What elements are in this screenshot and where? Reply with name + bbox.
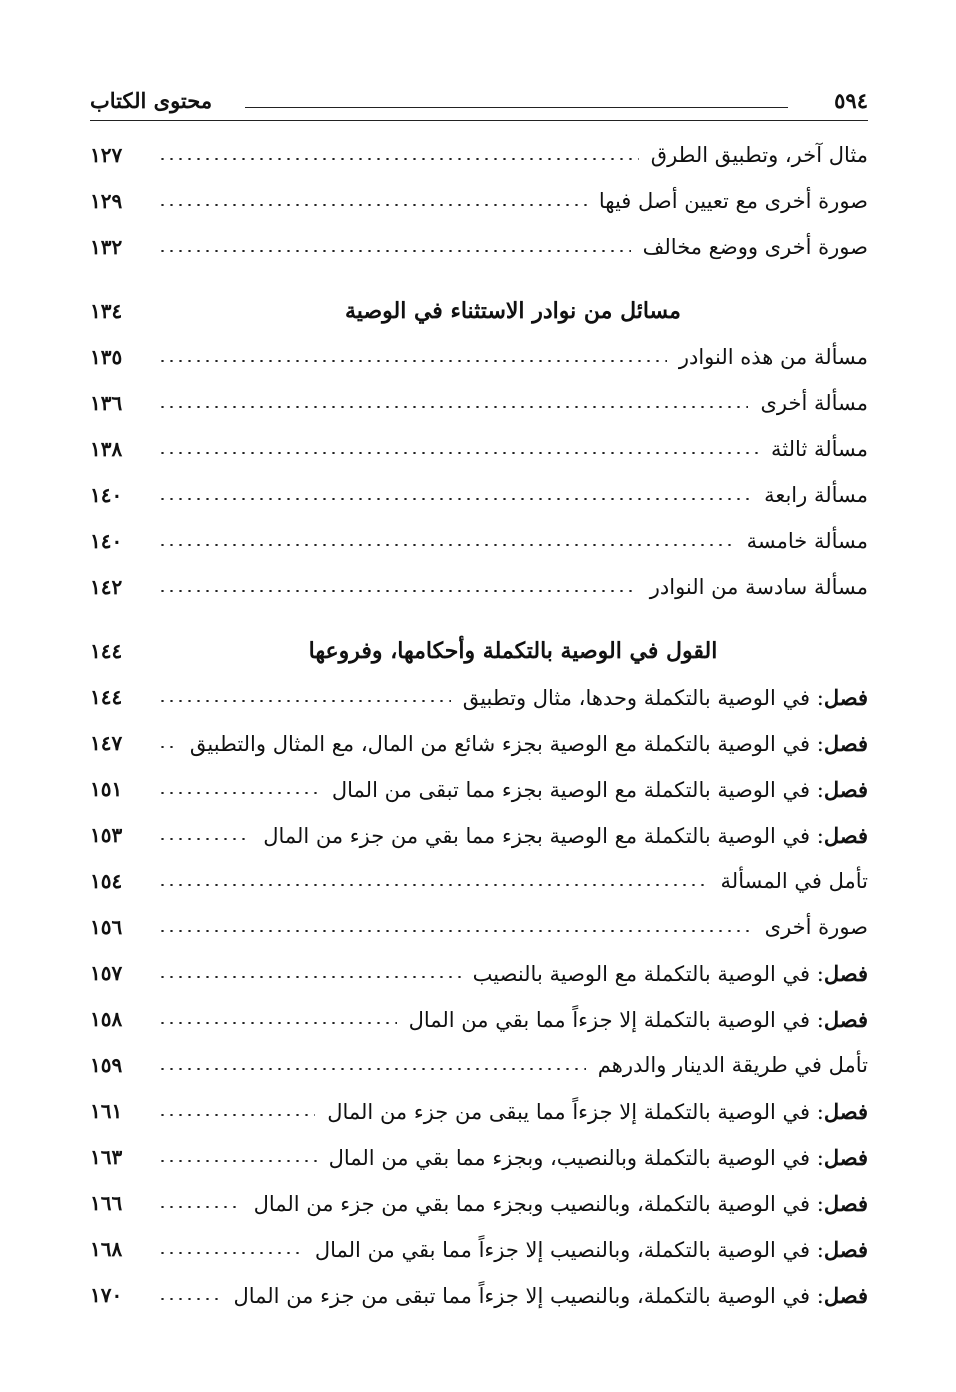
toc-entry-title: مسألة خامسة [735,529,868,553]
toc-entry-title [221,1283,868,1308]
dot-leader [158,792,320,794]
toc-page-number: ١٧٠ [90,1283,123,1307]
toc-page-number: ١٦٦ [90,1191,123,1215]
toc-entry-text: : في الوصية بالتكملة مع الوصية بجزء شائع من المال، مع المثال والتطبيق [189,731,824,756]
dot-leader [158,498,752,500]
toc-entry-lead: فصل [823,1236,868,1262]
toc-entry-title: مسألة أخرى [748,391,868,415]
toc-entry-lead: فصل [823,1190,868,1216]
toc-entry-text: : في الوصية بالتكملة مع الوصية بجزء مما بقي من جزء من المال [263,823,824,848]
toc-section-heading [90,628,868,674]
toc-entry-title: مسائل من نوادر الاستثناء في الوصية [158,298,868,324]
dot-leader [158,1022,397,1024]
toc-entry-title: مسألة من هذه النوادر [667,345,868,369]
toc-page-number: ١٤٠ [90,483,123,507]
header-title: محتوى الكتاب [90,88,213,113]
toc-page-number: ١٣٨ [90,437,123,461]
toc-entry-text: : في الوصية بالتكملة وحدها، مثال وتطبيق [462,685,824,710]
toc-page-number: ١٤٠ [90,529,123,553]
dot-leader [158,1114,315,1116]
toc-page-number: ١٦٣ [90,1145,123,1169]
toc-entry-title: صورة أخرى مع تعيين أصل فيها [587,189,868,213]
toc-entry-title [178,731,868,756]
toc-page-number: ١٥٩ [90,1053,123,1077]
toc-entry-title [320,777,868,802]
toc-page-number: ١٥٦ [90,915,123,939]
toc-entry-text: : في الوصية بالتكملة، وبالنصيب إلا جزءاً مما تبقى من جزء من المال [233,1283,824,1308]
toc-entry-lead: فصل [823,1144,868,1170]
toc-entry [90,132,868,178]
toc-entry [90,224,868,270]
header-rule [245,107,788,108]
dot-leader [158,1068,586,1070]
toc-entry-text: : في الوصية بالتكملة مع الوصية بجزء مما تبقى من المال [331,777,824,802]
toc-entry [90,674,868,720]
toc-page-number: ١٦١ [90,1099,123,1123]
toc-entry-title: تأمل في المسألة [709,869,868,893]
toc-entry-text: : في الوصية بالتكملة، وبالنصيب وبجزء مما بقي من جزء من المال [253,1191,824,1216]
toc-entry-lead: فصل [823,776,868,802]
toc-entry-lead: فصل [823,1098,868,1124]
toc-entry [90,334,868,380]
header-page-number: ٥٩٤ [834,88,868,113]
toc-entry [90,858,868,904]
toc-entry-title [303,1237,868,1262]
toc-entry-text: : في الوصية بالتكملة إلا جزءاً مما يبقى من جزء من المال [327,1099,824,1124]
toc-page-number: ١٥١ [90,777,123,801]
toc-entry-title [451,685,868,710]
toc-entry [90,472,868,518]
dot-leader [158,544,735,546]
toc-entry-lead: فصل [823,1006,868,1032]
toc-page-number: ١٣٢ [90,235,123,259]
toc-entry-title: القول في الوصية بالتكملة وأحكامها، وفروعها [158,638,868,664]
toc-page-number: ١٤٧ [90,731,123,755]
toc-page-number: ١٥٨ [90,1007,123,1031]
toc-entry [90,950,868,996]
toc-entry-text: : في الوصية بالتكملة، وبالنصيب إلا جزءاً مما بقي من المال [314,1237,824,1262]
dot-leader [158,930,753,932]
toc-entry-lead: فصل [823,684,868,710]
toc-entry [90,904,868,950]
toc-page-number: ١٢٧ [90,143,123,167]
toc-entry-lead: فصل [823,730,868,756]
toc-entry-title: مسألة ثالثة [759,437,868,461]
toc-entry-lead: فصل [823,960,868,986]
toc-page-number: ١٥٤ [90,869,123,893]
toc-page-number: ١٣٥ [90,345,123,369]
dot-leader [158,406,748,408]
toc-entry [90,996,868,1042]
toc-page-number: ١٢٩ [90,189,123,213]
toc-entry-title: صورة أخرى ووضع مخالف [631,235,868,259]
dot-leader [158,590,638,592]
toc-entry [90,518,868,564]
toc-page-number: ١٤٢ [90,575,123,599]
table-of-contents [90,132,868,1318]
toc-entry [90,720,868,766]
dot-leader [158,1160,317,1162]
toc-entry-title: مثال آخر، وتطبيق الطرق [639,143,868,167]
toc-entry-title [397,1007,868,1032]
dot-leader [158,360,667,362]
toc-entry-title [461,961,868,986]
toc-entry [90,380,868,426]
dot-leader [158,1298,221,1300]
toc-entry-title: تأمل في طريقة الدينار والدرهم [586,1053,868,1077]
toc-entry [90,426,868,472]
toc-entry-text: : في الوصية بالتكملة وبالنصيب، وبجزء مما بقي من المال [328,1145,824,1170]
dot-leader [158,838,251,840]
toc-entry [90,766,868,812]
toc-page-number: ١٤٤ [90,685,123,709]
toc-page-number: ١٦٨ [90,1237,123,1261]
dot-leader [158,746,178,748]
toc-entry-lead: فصل [823,1282,868,1308]
dot-leader [158,158,639,160]
toc-entry [90,812,868,858]
toc-page-number: ١٥٣ [90,823,123,847]
toc-page-number: ١٤٤ [90,639,123,663]
toc-entry [90,564,868,610]
toc-entry-lead: فصل [823,822,868,848]
toc-entry-title [315,1099,868,1124]
dot-leader [158,250,631,252]
toc-section-heading [90,288,868,334]
toc-entry-title [317,1145,868,1170]
toc-entry-title [251,823,868,848]
dot-leader [158,452,759,454]
toc-entry [90,1272,868,1318]
toc-entry-text: : في الوصية بالتكملة مع الوصية بالنصيب [472,961,824,986]
toc-entry [90,1180,868,1226]
toc-entry [90,1042,868,1088]
dot-leader [158,884,709,886]
dot-leader [158,976,461,978]
toc-entry [90,1226,868,1272]
toc-entry-title: مسألة رابعة [752,483,868,507]
toc-entry-title: صورة أخرى [753,915,868,939]
dot-leader [158,204,587,206]
toc-page-number: ١٥٧ [90,961,123,985]
toc-entry [90,178,868,224]
toc-page-number: ١٣٤ [90,299,123,323]
toc-entry [90,1134,868,1180]
toc-entry [90,1088,868,1134]
toc-entry-title [242,1191,868,1216]
toc-page-number: ١٣٦ [90,391,123,415]
dot-leader [158,1252,303,1254]
running-header [90,84,868,121]
dot-leader [158,1206,242,1208]
dot-leader [158,700,451,702]
toc-entry-title: مسألة سادسة من النوادر [638,575,868,599]
toc-entry-text: : في الوصية بالتكملة إلا جزءاً مما بقي من المال [408,1007,824,1032]
